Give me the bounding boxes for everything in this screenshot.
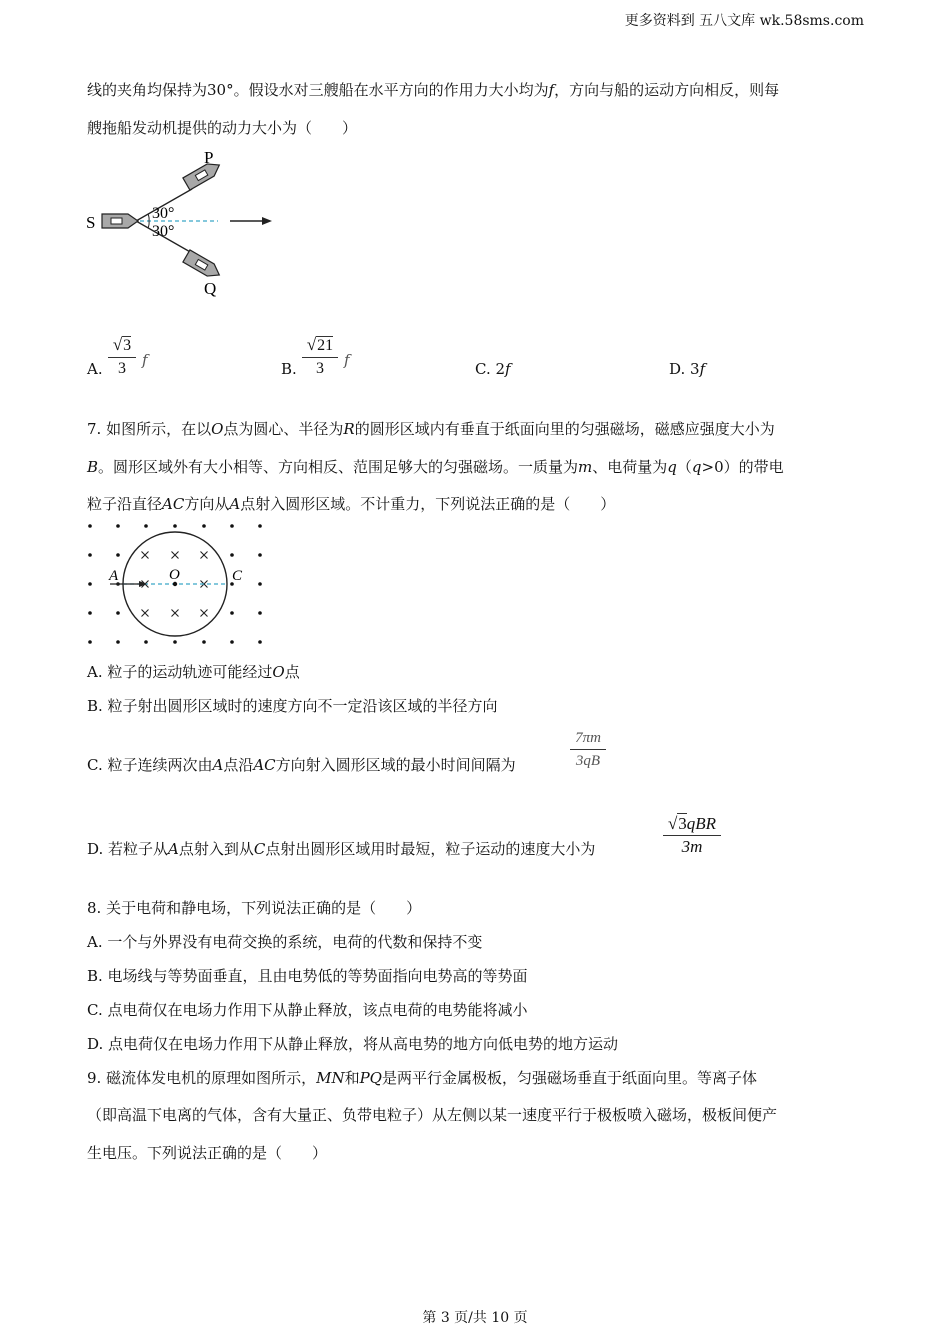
q9-stem-line-1: 9. 磁流体发电机的原理如图所示，MN和PQ是两平行金属极板，匀强磁场垂直于纸面向里。等离子体 xyxy=(87,1069,757,1087)
angle-arc-bottom xyxy=(148,221,149,228)
q9-stem-line-2: （即高温下电离的气体，含有大量正、负带电粒子）从左侧以某一速度平行于极板喷入磁场，极板间便产 xyxy=(87,1106,778,1124)
q7-stem-line-3: 粒子沿直径AC方向从A点射入圆形区域。不计重力，下列说法正确的是（ ） xyxy=(87,495,616,513)
q7-option-d: D. 若粒子从A点射入到从C点射出圆形区域用时最短，粒子运动的速度大小为 xyxy=(87,840,596,858)
field-dot xyxy=(258,611,262,615)
field-dot xyxy=(202,640,206,644)
direction-arrow-head xyxy=(262,217,272,225)
field-dot xyxy=(88,582,92,586)
field-dot xyxy=(258,640,262,644)
q6-option-d: D. 3f xyxy=(669,360,706,378)
q8-option-b: B. 电场线与等势面垂直，且由电势低的等势面指向电势高的等势面 xyxy=(87,967,528,985)
label-s: S xyxy=(86,213,96,232)
site-header: 更多资料到 五八文库 wk.58sms.com xyxy=(624,13,864,29)
label-p: P xyxy=(204,148,214,167)
field-dot xyxy=(144,524,148,528)
angle-arc-top xyxy=(148,214,149,221)
q7-stem-line-2: B。圆形区域外有大小相等、方向相反、范围足够大的匀强磁场。一质量为m、电荷量为q（q>0）的带电 xyxy=(87,458,784,476)
field-dot xyxy=(144,640,148,644)
q6-line-1-a: 线的夹角均保持为30°。假设水对三艘船在水平方向的作用力大小均为 xyxy=(87,81,549,99)
q6-line-2: 艘拖船发动机提供的动力大小为（ ） xyxy=(87,119,358,137)
label-c: C xyxy=(232,568,243,584)
q6-option-b-f: f xyxy=(344,351,350,369)
field-dot xyxy=(116,611,120,615)
field-dot xyxy=(116,553,120,557)
field-cross xyxy=(142,552,149,559)
q8-option-c: C. 点电荷仅在电场力作用下从静止释放，该点电荷的电势能将减小 xyxy=(87,1001,528,1019)
q7-magnetic-field-figure xyxy=(80,520,275,650)
angle-label-top: 30° xyxy=(152,205,175,222)
field-cross xyxy=(201,552,208,559)
label-o: O xyxy=(169,567,180,583)
q9-stem-line-3: 生电压。下列说法正确的是（ ） xyxy=(87,1144,328,1162)
field-dot xyxy=(116,640,120,644)
q8-stem: 8. 关于电荷和静电场，下列说法正确的是（ ） xyxy=(87,899,422,917)
q6-force-var: f xyxy=(548,81,555,99)
q7-option-c-fraction xyxy=(570,729,606,770)
ship-q xyxy=(183,250,223,281)
field-dot xyxy=(116,524,120,528)
q6-option-b-radicand: 21 xyxy=(317,337,334,354)
q7-stem-line-1: 7. 如图所示，在以O点为圆心、半径为R的圆形区域内有垂直于纸面向里的匀强磁场，磁感应强度大小为 xyxy=(87,420,775,438)
q8-option-a: A. 一个与外界没有电荷交换的系统，电荷的代数和保持不变 xyxy=(87,933,483,951)
q7-option-d-denominator: 3m xyxy=(681,837,703,856)
label-q: Q xyxy=(204,279,217,298)
field-dot xyxy=(230,553,234,557)
field-dot xyxy=(230,611,234,615)
field-dot xyxy=(173,524,177,528)
field-dot xyxy=(88,553,92,557)
ship-s-cabin xyxy=(111,218,122,224)
q8-option-d: D. 点电荷仅在电场力作用下从静止释放，将从高电势的地方向低电势的地方运动 xyxy=(87,1035,619,1053)
q7-option-d-numerator: qBR xyxy=(686,814,717,833)
q7-option-a: A. 粒子的运动轨迹可能经过O点 xyxy=(87,663,300,681)
field-dot xyxy=(258,553,262,557)
q6-option-b-fraction: √21 3 xyxy=(302,336,338,378)
q6-line-1 xyxy=(87,80,779,100)
label-a: A xyxy=(109,568,119,584)
field-cross xyxy=(201,610,208,617)
field-dot xyxy=(88,611,92,615)
ship-p xyxy=(183,159,223,190)
angle-label-bottom: 30° xyxy=(152,223,175,240)
field-dot xyxy=(230,640,234,644)
q6-tugboat-figure xyxy=(80,145,290,305)
q6-option-a-denominator: 3 xyxy=(118,360,126,377)
q7-option-d-radicand: 3 xyxy=(678,814,687,833)
field-dot xyxy=(258,582,262,586)
q7-option-b: B. 粒子射出圆形区域时的速度方向不一定沿该区域的半径方向 xyxy=(87,697,498,715)
field-cross xyxy=(172,610,179,617)
page-number: 第 3 页/共 10 页 xyxy=(422,1310,528,1326)
field-dot xyxy=(173,640,177,644)
field-dot xyxy=(88,640,92,644)
q6-option-a-fraction: √3 3 xyxy=(108,336,136,378)
q7-option-c-denominator: 3qB xyxy=(575,753,601,769)
q6-option-c: C. 2f xyxy=(475,360,511,378)
field-cross xyxy=(142,610,149,617)
q7-option-d-fraction: √3qBR 3m xyxy=(663,815,721,856)
q6-option-a-radicand: 3 xyxy=(123,337,132,354)
q7-option-c-numerator: 7πm xyxy=(575,730,601,746)
q7-option-c: C. 粒子连续两次由A点沿AC方向射入圆形区域的最小时间间隔为 xyxy=(87,756,516,774)
q6-line-1-b: ，方向与船的运动方向相反，则每 xyxy=(554,81,780,99)
q6-option-a-label: A. xyxy=(87,360,103,378)
field-cross xyxy=(172,552,179,559)
field-dot xyxy=(230,524,234,528)
field-dot xyxy=(88,524,92,528)
q6-option-b-denominator: 3 xyxy=(316,360,324,377)
q6-option-b-label: B. xyxy=(281,360,297,378)
field-dot xyxy=(258,524,262,528)
field-dot xyxy=(202,524,206,528)
q6-option-a-f: f xyxy=(142,351,148,369)
